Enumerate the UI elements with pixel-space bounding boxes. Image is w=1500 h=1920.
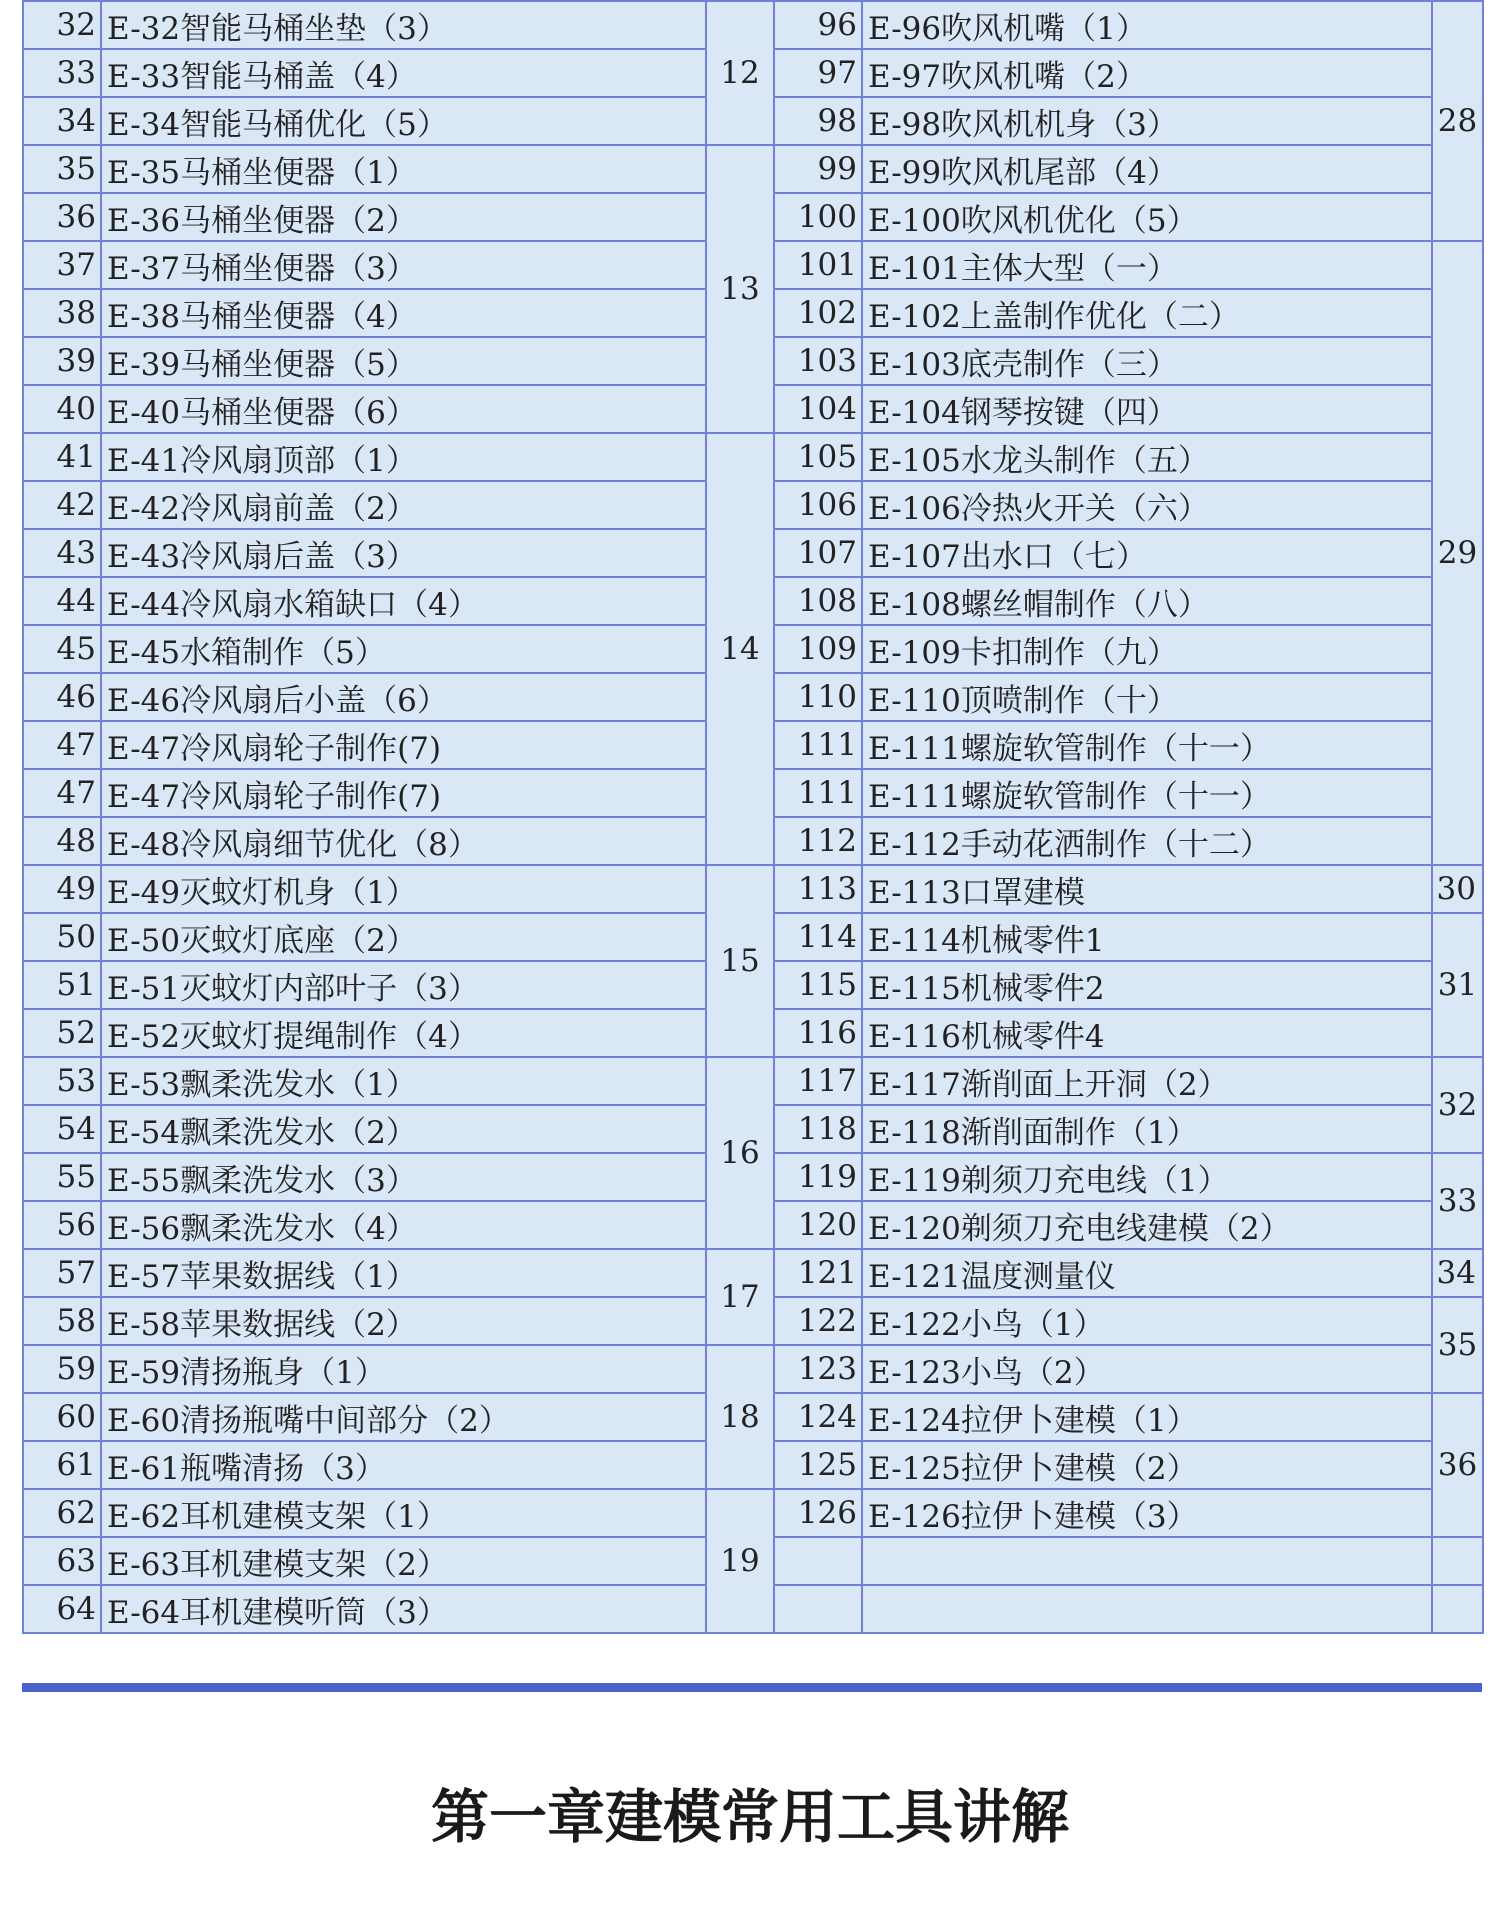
group-number: 19 (706, 1489, 774, 1633)
empty-cell (1432, 1537, 1483, 1585)
lesson-title: E-126拉伊卜建模（3） (862, 1489, 1432, 1537)
lesson-title: E-123小鸟（2） (862, 1345, 1432, 1393)
lesson-title: E-110顶喷制作（十） (862, 673, 1432, 721)
empty-cell (774, 1585, 862, 1633)
lesson-title: E-101主体大型（一） (862, 241, 1432, 289)
lesson-number: 108 (774, 577, 862, 625)
lesson-number: 118 (774, 1105, 862, 1153)
lesson-number: 41 (23, 433, 101, 481)
group-number: 31 (1432, 913, 1483, 1057)
lesson-number: 111 (774, 769, 862, 817)
lesson-title: E-60清扬瓶嘴中间部分（2） (101, 1393, 706, 1441)
lesson-number: 112 (774, 817, 862, 865)
lesson-title: E-39马桶坐便器（5） (101, 337, 706, 385)
lesson-number: 45 (23, 625, 101, 673)
lesson-number: 48 (23, 817, 101, 865)
lesson-number: 116 (774, 1009, 862, 1057)
lesson-number: 51 (23, 961, 101, 1009)
lesson-title: E-36马桶坐便器（2） (101, 193, 706, 241)
lesson-number: 122 (774, 1297, 862, 1345)
lesson-number: 39 (23, 337, 101, 385)
lesson-title: E-45水箱制作（5） (101, 625, 706, 673)
lesson-title: E-103底壳制作（三） (862, 337, 1432, 385)
lesson-number: 38 (23, 289, 101, 337)
lesson-number: 49 (23, 865, 101, 913)
group-number: 34 (1432, 1249, 1483, 1297)
lesson-number: 56 (23, 1201, 101, 1249)
lesson-title: E-50灭蚊灯底座（2） (101, 913, 706, 961)
lesson-number: 111 (774, 721, 862, 769)
lesson-number: 98 (774, 97, 862, 145)
group-number: 30 (1432, 865, 1483, 913)
lesson-title: E-47冷风扇轮子制作(7) (101, 721, 706, 769)
lesson-number: 104 (774, 385, 862, 433)
lesson-title: E-117渐削面上开洞（2） (862, 1057, 1432, 1105)
table-row (23, 1249, 1483, 1297)
group-number: 15 (706, 865, 774, 1057)
group-number: 17 (706, 1249, 774, 1345)
lesson-number: 126 (774, 1489, 862, 1537)
lesson-title: E-49灭蚊灯机身（1） (101, 865, 706, 913)
lesson-title: E-35马桶坐便器（1） (101, 145, 706, 193)
lesson-number: 117 (774, 1057, 862, 1105)
lesson-title: E-44冷风扇水箱缺口（4） (101, 577, 706, 625)
lesson-title: E-106冷热火开关（六） (862, 481, 1432, 529)
lesson-number: 110 (774, 673, 862, 721)
group-number: 13 (706, 145, 774, 433)
lesson-title: E-105水龙头制作（五） (862, 433, 1432, 481)
group-number: 14 (706, 433, 774, 865)
lesson-number: 54 (23, 1105, 101, 1153)
lesson-number: 115 (774, 961, 862, 1009)
group-number: 16 (706, 1057, 774, 1249)
group-number: 18 (706, 1345, 774, 1489)
lesson-number: 34 (23, 97, 101, 145)
lesson-title: E-40马桶坐便器（6） (101, 385, 706, 433)
course-index-table (22, 0, 1484, 1634)
lesson-number: 62 (23, 1489, 101, 1537)
lesson-number: 99 (774, 145, 862, 193)
lesson-number: 105 (774, 433, 862, 481)
lesson-number: 42 (23, 481, 101, 529)
table-row (23, 433, 1483, 481)
table-row (23, 1, 1483, 49)
lesson-number: 125 (774, 1441, 862, 1489)
lesson-title: E-100吹风机优化（5） (862, 193, 1432, 241)
lesson-title: E-124拉伊卜建模（1） (862, 1393, 1432, 1441)
lesson-title: E-47冷风扇轮子制作(7) (101, 769, 706, 817)
lesson-number: 121 (774, 1249, 862, 1297)
lesson-number: 96 (774, 1, 862, 49)
lesson-number: 106 (774, 481, 862, 529)
group-number: 35 (1432, 1297, 1483, 1393)
lesson-number: 44 (23, 577, 101, 625)
lesson-number: 46 (23, 673, 101, 721)
lesson-title: E-108螺丝帽制作（八） (862, 577, 1432, 625)
group-number: 32 (1432, 1057, 1483, 1153)
lesson-title: E-120剃须刀充电线建模（2） (862, 1201, 1432, 1249)
lesson-number: 113 (774, 865, 862, 913)
lesson-title: E-115机械零件2 (862, 961, 1432, 1009)
lesson-number: 37 (23, 241, 101, 289)
lesson-title: E-32智能马桶坐垫（3） (101, 1, 706, 49)
empty-cell (862, 1585, 1432, 1633)
lesson-number: 52 (23, 1009, 101, 1057)
lesson-number: 59 (23, 1345, 101, 1393)
lesson-title: E-48冷风扇细节优化（8） (101, 817, 706, 865)
lesson-title: E-58苹果数据线（2） (101, 1297, 706, 1345)
lesson-title: E-61瓶嘴清扬（3） (101, 1441, 706, 1489)
lesson-number: 124 (774, 1393, 862, 1441)
lesson-title: E-118渐削面制作（1） (862, 1105, 1432, 1153)
lesson-title: E-51灭蚊灯内部叶子（3） (101, 961, 706, 1009)
lesson-number: 33 (23, 49, 101, 97)
lesson-title: E-116机械零件4 (862, 1009, 1432, 1057)
lesson-title: E-64耳机建模听筒（3） (101, 1585, 706, 1633)
group-number: 29 (1432, 241, 1483, 865)
lesson-number: 114 (774, 913, 862, 961)
lesson-title: E-37马桶坐便器（3） (101, 241, 706, 289)
lesson-title: E-111螺旋软管制作（十一） (862, 721, 1432, 769)
lesson-number: 109 (774, 625, 862, 673)
lesson-number: 47 (23, 721, 101, 769)
lesson-title: E-42冷风扇前盖（2） (101, 481, 706, 529)
lesson-title: E-113口罩建模 (862, 865, 1432, 913)
lesson-number: 58 (23, 1297, 101, 1345)
lesson-title: E-98吹风机机身（3） (862, 97, 1432, 145)
empty-cell (774, 1537, 862, 1585)
lesson-title: E-38马桶坐便器（4） (101, 289, 706, 337)
lesson-number: 32 (23, 1, 101, 49)
empty-cell (1432, 1585, 1483, 1633)
lesson-title: E-99吹风机尾部（4） (862, 145, 1432, 193)
lesson-title: E-52灭蚊灯提绳制作（4） (101, 1009, 706, 1057)
lesson-number: 60 (23, 1393, 101, 1441)
lesson-title: E-55飘柔洗发水（3） (101, 1153, 706, 1201)
lesson-number: 36 (23, 193, 101, 241)
lesson-number: 43 (23, 529, 101, 577)
lesson-title: E-34智能马桶优化（5） (101, 97, 706, 145)
lesson-number: 63 (23, 1537, 101, 1585)
lesson-title: E-104钢琴按键（四） (862, 385, 1432, 433)
lesson-number: 103 (774, 337, 862, 385)
lesson-number: 47 (23, 769, 101, 817)
lesson-title: E-102上盖制作优化（二） (862, 289, 1432, 337)
table-row (23, 145, 1483, 193)
group-number: 28 (1432, 1, 1483, 241)
lesson-number: 101 (774, 241, 862, 289)
lesson-title: E-114机械零件1 (862, 913, 1432, 961)
lesson-number: 123 (774, 1345, 862, 1393)
lesson-title: E-107出水口（七） (862, 529, 1432, 577)
lesson-title: E-41冷风扇顶部（1） (101, 433, 706, 481)
lesson-title: E-119剃须刀充电线（1） (862, 1153, 1432, 1201)
lesson-number: 97 (774, 49, 862, 97)
table-row (23, 1489, 1483, 1537)
group-number: 33 (1432, 1153, 1483, 1249)
lesson-number: 50 (23, 913, 101, 961)
lesson-title: E-62耳机建模支架（1） (101, 1489, 706, 1537)
lesson-number: 35 (23, 145, 101, 193)
lesson-title: E-97吹风机嘴（2） (862, 49, 1432, 97)
lesson-number: 55 (23, 1153, 101, 1201)
group-number: 36 (1432, 1393, 1483, 1537)
lesson-number: 40 (23, 385, 101, 433)
group-number: 12 (706, 1, 774, 145)
lesson-number: 120 (774, 1201, 862, 1249)
lesson-number: 53 (23, 1057, 101, 1105)
lesson-title: E-46冷风扇后小盖（6） (101, 673, 706, 721)
lesson-title: E-57苹果数据线（1） (101, 1249, 706, 1297)
lesson-title: E-121温度测量仪 (862, 1249, 1432, 1297)
lesson-title: E-122小鸟（1） (862, 1297, 1432, 1345)
lesson-number: 61 (23, 1441, 101, 1489)
chapter-title: 第一章建模常用工具讲解 (430, 1783, 1069, 1851)
lesson-title: E-54飘柔洗发水（2） (101, 1105, 706, 1153)
table-row (23, 1057, 1483, 1105)
lesson-number: 57 (23, 1249, 101, 1297)
lesson-number: 100 (774, 193, 862, 241)
table-row (23, 865, 1483, 913)
lesson-title: E-111螺旋软管制作（十一） (862, 769, 1432, 817)
lesson-title: E-96吹风机嘴（1） (862, 1, 1432, 49)
lesson-number: 119 (774, 1153, 862, 1201)
lesson-number: 102 (774, 289, 862, 337)
lesson-title: E-33智能马桶盖（4） (101, 49, 706, 97)
lesson-title: E-56飘柔洗发水（4） (101, 1201, 706, 1249)
lesson-title: E-59清扬瓶身（1） (101, 1345, 706, 1393)
table-row (23, 1345, 1483, 1393)
lesson-title: E-125拉伊卜建模（2） (862, 1441, 1432, 1489)
lesson-number: 107 (774, 529, 862, 577)
lesson-title: E-109卡扣制作（九） (862, 625, 1432, 673)
lesson-number: 64 (23, 1585, 101, 1633)
lesson-title: E-43冷风扇后盖（3） (101, 529, 706, 577)
lesson-title: E-63耳机建模支架（2） (101, 1537, 706, 1585)
table-bottom-border (22, 1683, 1482, 1692)
empty-cell (862, 1537, 1432, 1585)
lesson-title: E-53飘柔洗发水（1） (101, 1057, 706, 1105)
lesson-title: E-112手动花洒制作（十二） (862, 817, 1432, 865)
